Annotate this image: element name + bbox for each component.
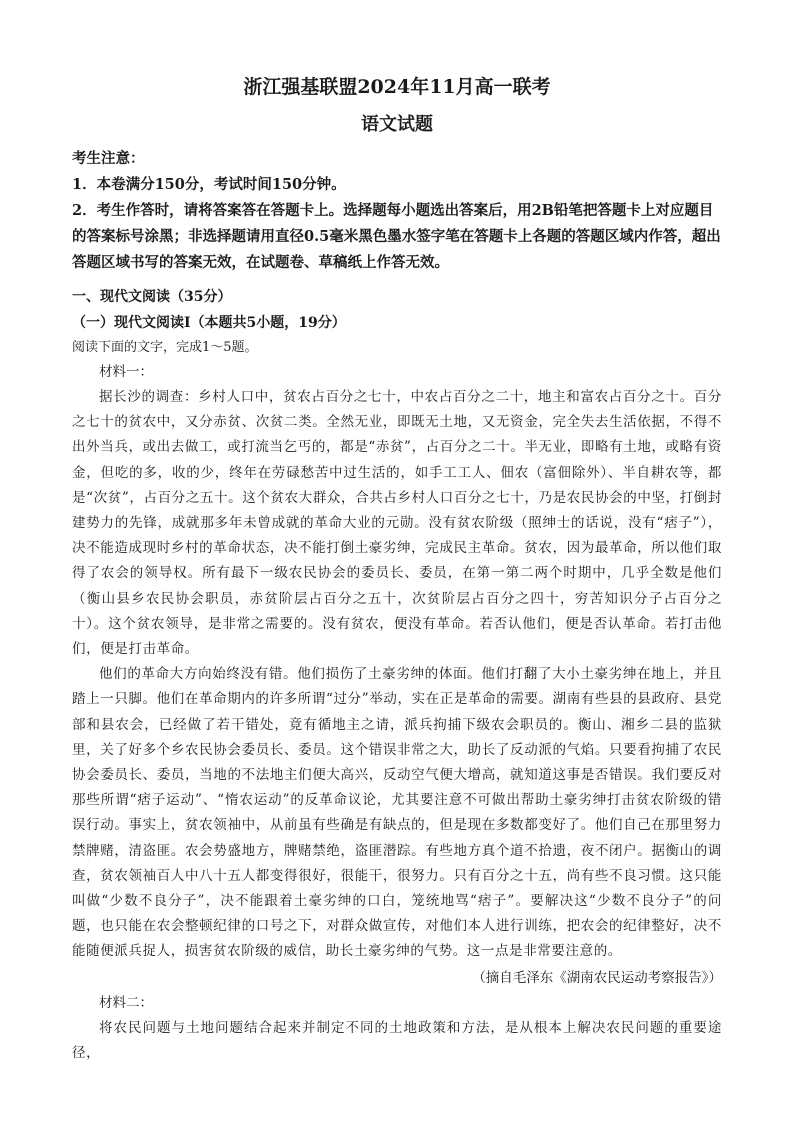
notice-heading: 考生注意：: [72, 150, 145, 167]
reading-instruction: 阅读下面的文字，完成1～5题。: [72, 340, 258, 355]
material-1-paragraph: 据长沙的调查：乡村人口中，贫农占百分之七十，中农占百分之二十，地主和富农占百分之十。百分之七十的贫农中，又分赤贫、次贫二类。全然无业，即既无土地，又无资金，完全失去生活依据，不得不出外当兵，或出去做工，或打流当乞丐的，都是“赤贫”，占百分之二十。半无业，即略有土地，或略有资金，但吃的多，收的少，终年在劳碌愁苦中过生活的，如手工工人、佃农（富佃除外）、半自耕农等，都是“次贫”，占百分之五十。这个贫农大群众，合共占乡村人口百分之七十，乃是农民协会的中坚，打倒封建势力的先锋，成就那多年未曾成就的革命大业的元勋。没有贫农阶级（照绅士的话说，没有“痞子”），决不能造成现时乡村的革命状态，决不能打倒土豪劣绅，完成民主革命。贫农，因为最革命，所以他们取得了农会的领导权。所有最下一级农民协会的委员长、委员，在第一第二两个时期中，几乎全数是他们（衡山县乡农民协会职员，赤贫阶层占百分之五十，次贫阶层占百分之四十，穷苦知识分子占百分之十）。这个贫农领导，是非常之需要的。没有贫农，便没有革命。若否认他们，便是否认革命。若打击他们，便是打击革命。: [72, 389, 722, 658]
candidate-notice: [72, 146, 722, 276]
material-2-paragraph: 将农民问题与土地问题结合起来并制定不同的土地政策和方法，是从根本上解决农民问题的重要途径，: [72, 1019, 722, 1061]
material-1-label: 材料一：: [99, 364, 153, 380]
subsection-heading: （一）现代文阅读Ⅰ（本题共5小题，19分）: [72, 315, 346, 331]
notice-item-1: 1．本卷满分150分，考试时间150分钟。: [72, 176, 346, 193]
material-2-label: 材料二：: [99, 994, 153, 1011]
notice-item-2: 2．考生作答时，请将答案答在答题卡上。选择题每小题选出答案后，用2B铅笔把答题卡上对应题目的答案标号涂黑；非选择题请用直径0.5毫米黑色墨水签字笔在答题卡上各题的答题区域内作答，超出答题区域书写的答案无效，在试题卷、草稿纸上作答无效。: [72, 202, 721, 271]
section-heading: 一、现代文阅读（35分）: [72, 289, 232, 305]
material-1-source: （摘自毛泽东《湖南农民运动考察报告》）: [472, 969, 722, 986]
material-1-paragraph: 他们的革命大方向始终没有错。他们损伤了土豪劣绅的体面。他们打翻了大小土豪劣绅在地上，并且踏上一只脚。他们在革命期内的许多所谓“过分”举动，实在正是革命的需要。湖南有些县的县政府、县党部和县农会，已经做了若干错处，竟有循地主之请，派兵拘捕下级农会职员的。衡山、湘乡二县的监狱里，关了好多个乡农民协会委员长、委员。这个错误非常之大，助长了反动派的气焰。只要看拘捕了农民协会委员长、委员，当地的不法地主们便大高兴，反动空气便大增高，就知道这事是否错误。我们要反对那些所谓“痞子运动”、“惰农运动”的反革命议论，尤其要注意不可做出帮助土豪劣绅打击贫农阶级的错误行动。事实上，贫农领袖中，从前虽有些确是有缺点的，但是现在多数都变好了。他们自己在那里努力禁牌赌，清盗匪。农会势盛地方，牌赌禁绝，盗匪潜踪。有些地方真个道不拾遗，夜不闭户。据衡山的调查，贫农领袖百人中八十五人都变得很好，很能干，很努力。只有百分之十五，尚有些不良习惯。这只能叫做“少数不良分子”，决不能跟着土豪劣绅的口白，笼统地骂“痞子”。要解决这“少数不良分子”的问题，也只能在农会整顿纪律的口号之下，对群众做宣传，对他们本人进行训练，把农会的纪律整好，决不能随便派兵捉人，损害贫农阶级的威信，助长土豪劣绅的气势。这一点是非常要注意的。: [72, 666, 722, 960]
exam-title: 浙江强基联盟2024年11月高一联考: [243, 76, 551, 98]
exam-subject: 语文试题: [361, 114, 433, 135]
